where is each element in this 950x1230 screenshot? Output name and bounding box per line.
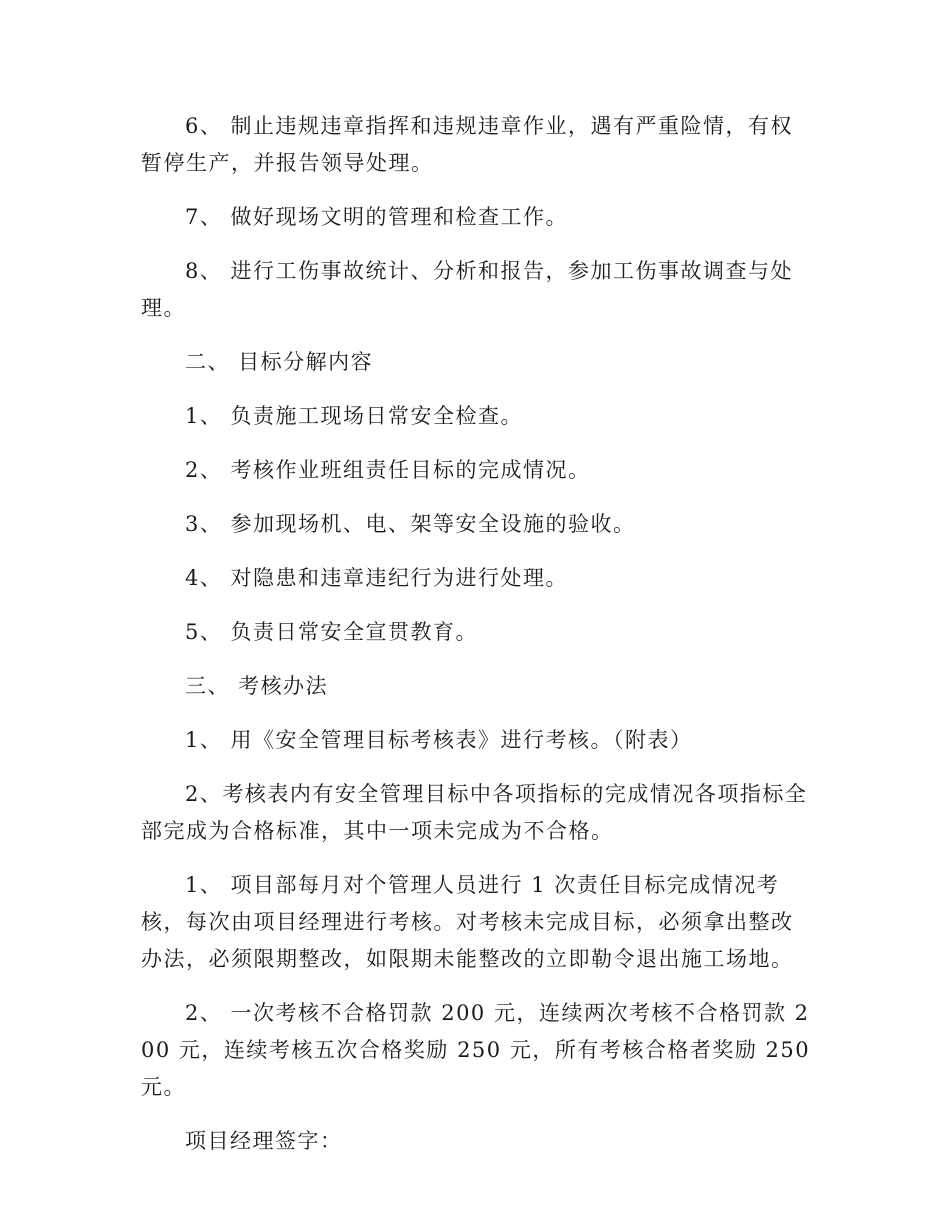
section-heading-assessment-method: 三、 考核办法 xyxy=(185,674,329,698)
document-body xyxy=(141,108,813,1177)
section-heading-target-breakdown: 二、 目标分解内容 xyxy=(185,350,374,374)
paragraph-duty-6: 6、 制止违规违章指挥和违规违章作业，遇有严重险情，有权暂停生产，并报告领导处理。 xyxy=(141,114,794,175)
paragraph-target-3: 3、 参加现场机、电、架等安全设施的验收。 xyxy=(185,512,636,536)
paragraph-assessment-2: 2、考核表内有安全管理目标中各项指标的完成情况各项指标全部完成为合格标准，其中一项未完成为不合格。 xyxy=(141,782,808,843)
paragraph-target-5: 5、 负责日常安全宣贯教育。 xyxy=(185,620,479,644)
paragraph-target-4: 4、 对隐患和违章违纪行为进行处理。 xyxy=(185,566,569,590)
paragraph-target-2: 2、 考核作业班组责任目标的完成情况。 xyxy=(185,458,591,482)
paragraph-duty-7: 7、 做好现场文明的管理和检查工作。 xyxy=(185,205,569,229)
paragraph-duty-8: 8、 进行工伤事故统计、分析和报告，参加工伤事故调查与处理。 xyxy=(141,259,794,320)
paragraph-assessment-1: 1、 用《安全管理目标考核表》进行考核。（附表） xyxy=(185,728,693,752)
paragraph-monthly-assessment: 1、 项目部每月对个管理人员进行 1 次责任目标完成情况考核，每次由项目经理进行考核。对考核未完成目标，必须拿出整改办法，必须限期整改，如限期未能整改的立即勒令退出施工场地。 xyxy=(141,873,794,971)
paragraph-target-1: 1、 负责施工现场日常安全检查。 xyxy=(185,404,524,428)
paragraph-penalty-reward: 2、 一次考核不合格罚款 200 元，连续两次考核不合格罚款 200 元，连续考核五次合格奖励 250 元，所有考核合格者奖励 250 元。 xyxy=(141,1001,811,1099)
signature-line: 项目经理签字： xyxy=(185,1129,343,1153)
